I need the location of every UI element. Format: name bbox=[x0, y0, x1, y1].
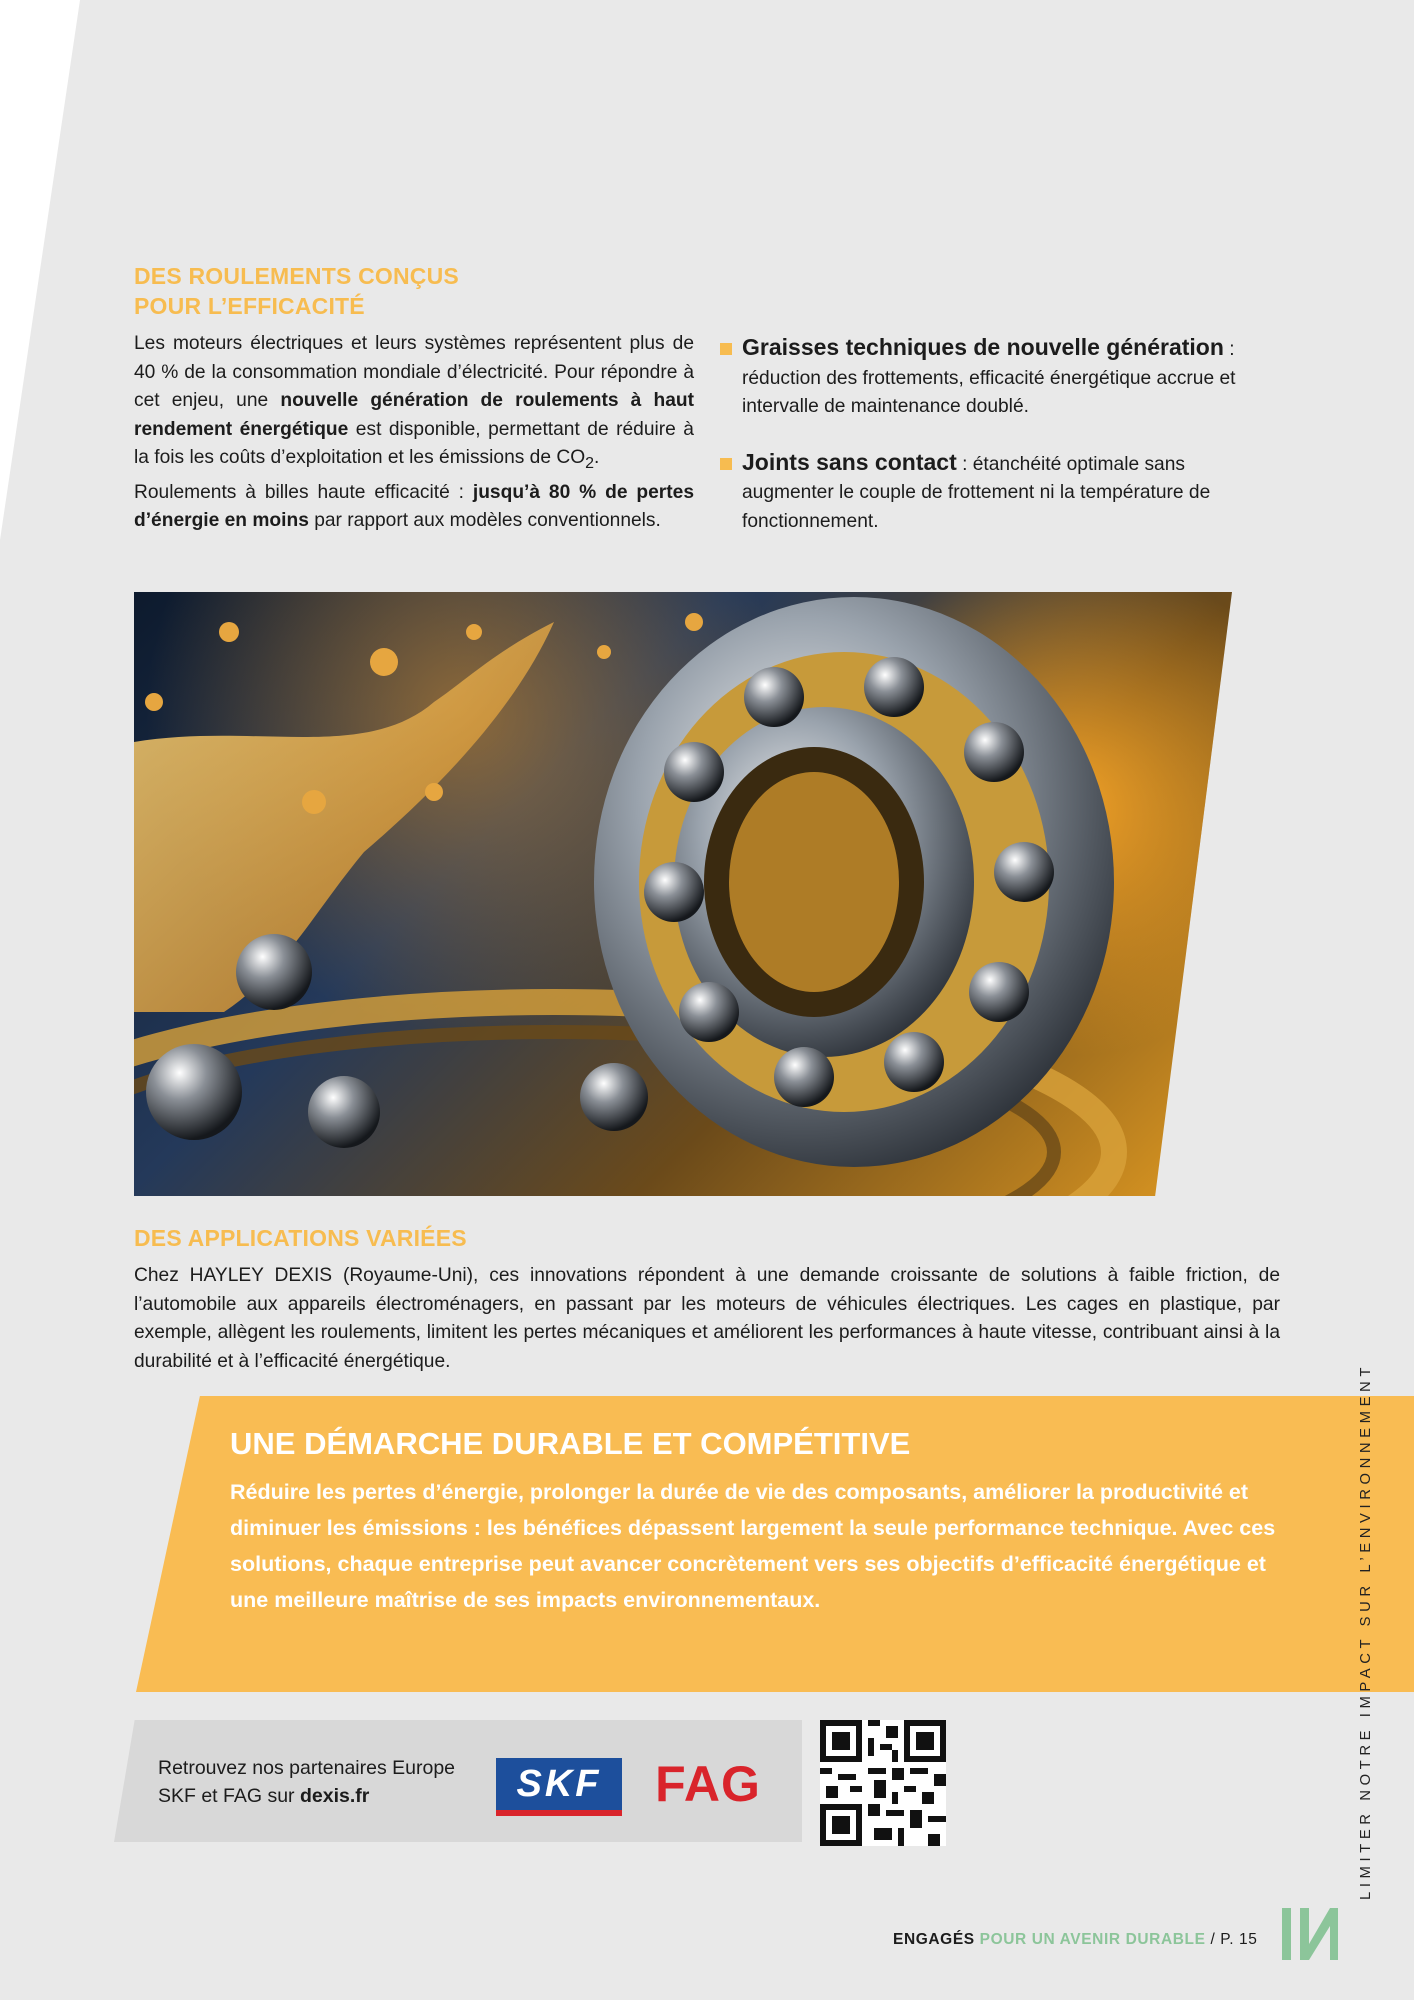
banner-title: UNE DÉMARCHE DURABLE ET COMPÉTITIVE bbox=[230, 1426, 911, 1461]
intro-paragraph-1: Les moteurs électriques et leurs systèmes représentent plus de 40 % de la consommation mondiale d’électricité. Pour répondre à cet enjeu, une nouvelle génération de roulements à haut rendement énergétique est disponible, permettant de réduire à la fois les coûts d’exploitation et les émissions de $CO_2$. bbox=[134, 333, 694, 473]
partner-text: Retrouvez nos partenaires Europe SKF et FAG sur dexis.fr bbox=[158, 1757, 456, 1807]
qr-code[interactable] bbox=[820, 1720, 946, 1846]
skf-logo: SKF bbox=[496, 1758, 622, 1816]
page-number: / P. 15 bbox=[1210, 1931, 1258, 1948]
decorative-white-wedge bbox=[0, 0, 80, 540]
section-heading-applications: DES APPLICATIONS VARIÉES bbox=[134, 1225, 467, 1251]
intro-text bbox=[134, 330, 694, 536]
brand-logo-icon bbox=[1278, 1904, 1348, 1964]
fag-logo: FAG bbox=[655, 1756, 761, 1812]
applications-text: Chez HAYLEY DEXIS (Royaume-Uni), ces innovations répondent à une demande croissante de solutions à faible friction, de l’automobile aux appareils électroménagers, en passant par les moteurs de véhicules électriques. Les cages en plastique, par exemple, allègent les roulements, limitent les pertes mécaniques et améliorent les performances à haute vitesse, contribuant ainsi à la durabilité et à l’efficacité énergétique. bbox=[134, 1265, 1280, 1372]
feature-bullets bbox=[720, 333, 1280, 563]
side-label: LIMITER NOTRE IMPACT SUR L’ENVIRONNEMENT bbox=[1358, 1363, 1374, 1900]
bullet-greases: Graisses techniques de nouvelle génération : réduction des frottements, efficacité énergétique accrue et intervalle de maintenance doublé. bbox=[720, 333, 1280, 422]
bullet-seals: Joints sans contact : étanchéité optimale sans augmenter le couple de frottement ni la température de fonctionnement. bbox=[720, 448, 1280, 537]
bearing-photo bbox=[134, 592, 1232, 1196]
footer: ENGAGÉS POUR UN AVENIR DURABLE / P. 15 bbox=[893, 1931, 1258, 1948]
bullet-square-icon bbox=[720, 458, 732, 470]
intro-paragraph-2: Roulements à billes haute efficacité : jusqu’à 80 % de pertes d’énergie en moins par rapport aux modèles conventionnels. bbox=[134, 481, 695, 532]
partner-link[interactable]: dexis.fr bbox=[299, 1785, 370, 1807]
section-heading-bearings: DES ROULEMENTS CONÇUS POUR L’EFFICACITÉ bbox=[134, 263, 459, 319]
bullet-square-icon bbox=[720, 343, 732, 355]
banner-text: Réduire les pertes d’énergie, prolonger la durée de vie des composants, améliorer la productivité et diminuer les émissions : les bénéfices dépassent largement la seule performance technique. Avec ces solutions, chaque entreprise peut avancer concrètement vers ses objectifs d’efficacité énergétique et une meilleure maîtrise de ses impacts environnementaux. bbox=[230, 1480, 1276, 1612]
